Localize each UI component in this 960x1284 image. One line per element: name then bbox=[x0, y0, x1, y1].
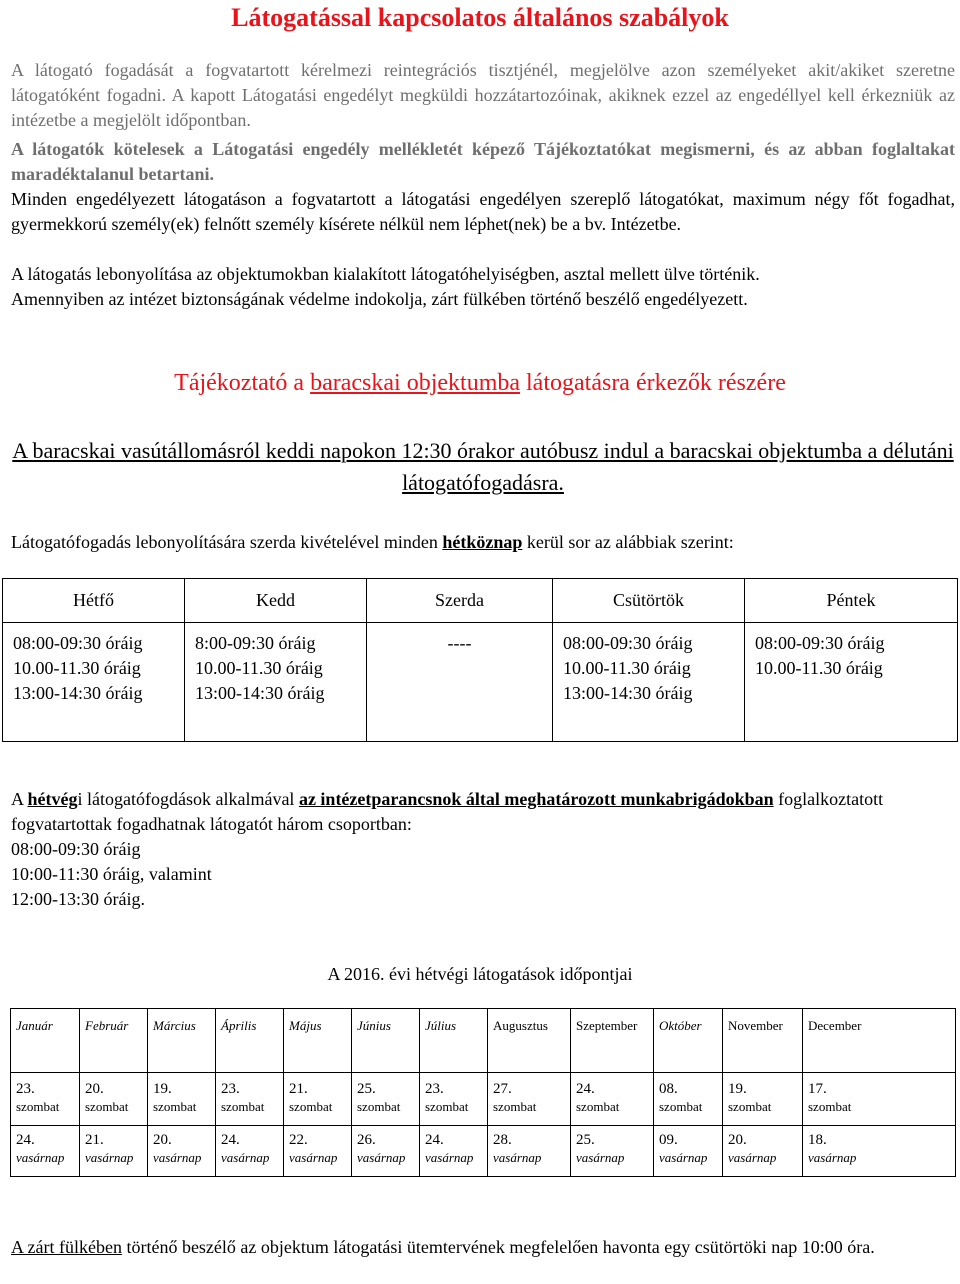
paragraph-visit-location: A látogatás lebonyolítása az objektumokban kialakított látogatóhelyiségben, asztal mellett ülve történik. bbox=[11, 264, 760, 284]
sunday-cell: 22. vasárnap bbox=[284, 1126, 352, 1177]
sunday-cell: 20. vasárnap bbox=[723, 1126, 803, 1177]
closed-booth-link: A zárt fülkében bbox=[11, 1237, 122, 1257]
month-header: Február bbox=[80, 1009, 148, 1073]
sunday-cell: 26. vasárnap bbox=[352, 1126, 420, 1177]
day-slots: 08:00-09:30 óráig 10.00-11.30 óráig 13:00-14:30 óráig bbox=[3, 623, 185, 742]
sunday-cell: 24. vasárnap bbox=[420, 1126, 488, 1177]
saturday-cell: 17. szombat bbox=[803, 1073, 956, 1126]
month-header: November bbox=[723, 1009, 803, 1073]
sunday-cell: 21. vasárnap bbox=[80, 1126, 148, 1177]
day-header: Csütörtök bbox=[553, 579, 745, 623]
paragraph-visitor-request: A látogató fogadását a fogvatartott kérelmezi reintegrációs tisztjénél, megjelölve azon személyeket akit/akiket szeretne látogatóként fogadni. A kapott Látogatási engedélyt megküldi hozzátartozóinak, akiknek ezzel az engedéllyel kell érkezniük az intézetbe a megjelölt időpontban. bbox=[11, 60, 955, 130]
day-header: Szerda bbox=[367, 579, 553, 623]
weekday-emphasis: hétköznap bbox=[442, 532, 523, 552]
saturday-cell: 25. szombat bbox=[352, 1073, 420, 1126]
month-header: Április bbox=[216, 1009, 284, 1073]
saturday-cell: 23. szombat bbox=[420, 1073, 488, 1126]
sunday-cell: 25. vasárnap bbox=[571, 1126, 654, 1177]
weekend-time-list bbox=[11, 837, 212, 912]
saturday-cell: 27. szombat bbox=[488, 1073, 571, 1126]
info-title-link: baracskai objektumba bbox=[310, 370, 521, 396]
saturday-cell: 08. szombat bbox=[654, 1073, 723, 1126]
saturday-cell: 23. szombat bbox=[11, 1073, 80, 1126]
saturday-cell: 20. szombat bbox=[80, 1073, 148, 1126]
month-header: Január bbox=[11, 1009, 80, 1073]
month-header: Július bbox=[420, 1009, 488, 1073]
paragraph-visitor-limit: Minden engedélyezett látogatáson a fogvatartott a látogatási engedélyen szereplő látogatókat, maximum négy főt fogadhat, gyermekkorú személy(ek) felnőtt személy kísérete nélkül nem léphet(nek) be a bv. Intézetbe. bbox=[11, 189, 955, 234]
day-header: Hétfő bbox=[3, 579, 185, 623]
saturday-cell: 21. szombat bbox=[284, 1073, 352, 1126]
work-brigades-link: az intézetparancsnok által meghatározott munkabrigádokban bbox=[298, 789, 774, 809]
saturday-cell: 24. szombat bbox=[571, 1073, 654, 1126]
sunday-cell: 24. vasárnap bbox=[11, 1126, 80, 1177]
saturday-cell: 19. szombat bbox=[148, 1073, 216, 1126]
weekend-intro: A hétvégi látogatófogdások alkalmával az intézetparancsnok által meghatározott munkabrigádokban foglalkoztatott fogvatartottak fogadhatnak látogatót három csoportban: bbox=[11, 789, 884, 834]
year-table-caption: A 2016. évi hétvégi látogatások időpontjai bbox=[327, 964, 633, 984]
weekend-emphasis: hétvég bbox=[27, 789, 78, 809]
day-slots: ---- bbox=[367, 623, 553, 742]
month-header: Október bbox=[654, 1009, 723, 1073]
sunday-cell: 18. vasárnap bbox=[803, 1126, 956, 1177]
day-slots: 8:00-09:30 óráig 10.00-11.30 óráig 13:00-14:30 óráig bbox=[185, 623, 367, 742]
sunday-cell: 28. vasárnap bbox=[488, 1126, 571, 1177]
month-header: December bbox=[803, 1009, 956, 1073]
sunday-cell: 24. vasárnap bbox=[216, 1126, 284, 1177]
day-slots: 08:00-09:30 óráig 10.00-11.30 óráig 13:00-14:30 óráig bbox=[553, 623, 745, 742]
month-header: Június bbox=[352, 1009, 420, 1073]
bus-notice: A baracskai vasútállomásról keddi napokon 12:30 órakor autóbusz indul a baracskai objektumba a délutáni látogatófogadásra. bbox=[12, 438, 954, 495]
weekend-dates-table bbox=[10, 1008, 956, 1177]
saturday-cell: 19. szombat bbox=[723, 1073, 803, 1126]
closed-booth-footer: A zárt fülkében történő beszélő az objektum látogatási ütemtervének megfelelően havonta egy csütörtöki nap 10:00 óra. bbox=[11, 1237, 875, 1257]
weekend-time: 10:00-11:30 óráig, valamint bbox=[11, 864, 212, 884]
paragraph-visitor-obligations: A látogatók kötelesek a Látogatási engedély mellékletét képező Tájékoztatókat megismerni, és az abban foglaltakat maradéktalanul betartani. bbox=[11, 139, 955, 184]
sunday-cell: 09. vasárnap bbox=[654, 1126, 723, 1177]
day-slots: 08:00-09:30 óráig 10.00-11.30 óráig bbox=[745, 623, 958, 742]
month-header: Május bbox=[284, 1009, 352, 1073]
weekend-time: 12:00-13:30 óráig. bbox=[11, 889, 145, 909]
saturday-cell: 23. szombat bbox=[216, 1073, 284, 1126]
page-title: Látogatással kapcsolatos általános szabályok bbox=[231, 3, 729, 32]
day-header: Péntek bbox=[745, 579, 958, 623]
weekday-intro: Látogatófogadás lebonyolítására szerda kivételével minden hétköznap kerül sor az alábbiak szerint: bbox=[11, 532, 734, 552]
month-header: Szeptember bbox=[571, 1009, 654, 1073]
weekday-schedule-table bbox=[2, 578, 958, 742]
month-header: Augusztus bbox=[488, 1009, 571, 1073]
sunday-cell: 20. vasárnap bbox=[148, 1126, 216, 1177]
weekend-time: 08:00-09:30 óráig bbox=[11, 839, 141, 859]
day-header: Kedd bbox=[185, 579, 367, 623]
paragraph-closed-booth: Amennyiben az intézet biztonságának védelme indokolja, zárt fülkében történő beszélő engedélyezett. bbox=[11, 289, 748, 309]
month-header: Március bbox=[148, 1009, 216, 1073]
info-title: Tájékoztató a baracskai objektumba látogatásra érkezők részére bbox=[174, 370, 786, 396]
